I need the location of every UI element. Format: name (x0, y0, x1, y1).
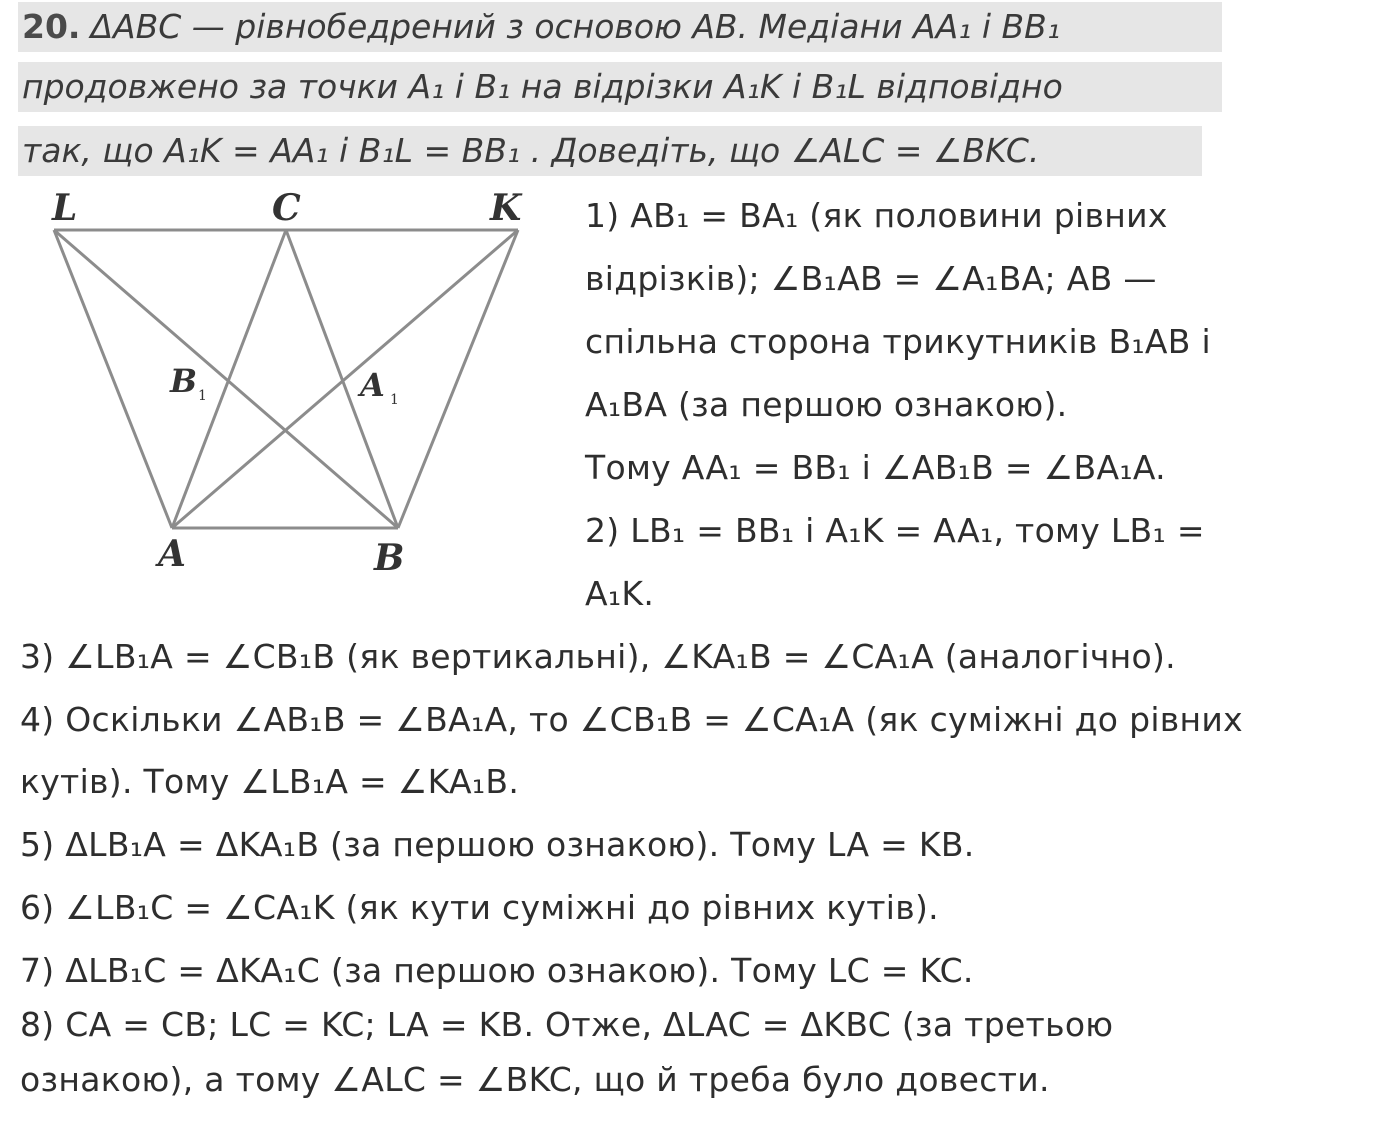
solution-line-11: 5) ΔLB₁A = ΔKA₁B (за першою ознакою). Тому LA = KB. (20, 825, 975, 864)
solution-line-12: 6) ∠LB₁C = ∠CA₁K (як кути суміжні до рівних кутів). (20, 888, 939, 927)
point-label-B: B (374, 537, 405, 579)
solution-line-7: A₁K. (585, 574, 655, 613)
solution-line-6: 2) LB₁ = BB₁ і A₁K = AA₁, тому LB₁ = (585, 511, 1205, 550)
solution-line-3: спільна сторона трикутників B₁AB і (585, 322, 1212, 361)
problem-text-1: ΔABC — рівнобедрений з основою AB. Медіани AA₁ і BB₁ (90, 7, 1061, 46)
problem-number: 20. (22, 7, 81, 46)
solution-line-8: 3) ∠LB₁A = ∠CB₁B (як вертикальні), ∠KA₁B = ∠CA₁A (аналогічно). (20, 637, 1176, 676)
point-label-C: C (272, 187, 301, 229)
problem-text-2: продовжено за точки A₁ і B₁ на відрізки A₁K і B₁L відповідно (22, 67, 1063, 106)
solution-line-15: ознакою), а тому ∠ALC = ∠BKC, що й треба було довести. (20, 1060, 1050, 1099)
solution-line-14: 8) CA = CB; LC = KC; LA = KB. Отже, ΔLAC = ΔKBC (за третьою (20, 1005, 1114, 1044)
problem-line-1 (18, 2, 1222, 52)
solution-line-4: A₁BA (за першою ознакою). (585, 385, 1068, 424)
segment-KB (398, 230, 518, 528)
solution-line-2: відрізків); ∠B₁AB = ∠A₁BA; AB — (585, 259, 1157, 298)
point-label-L: L (52, 187, 78, 229)
point-label-A: A (158, 533, 186, 575)
solution-line-5: Тому AA₁ = BB₁ і ∠AB₁B = ∠BA₁A. (585, 448, 1166, 487)
problem-text-3: так, що A₁K = AA₁ і B₁L = BB₁ . Доведіть, що ∠ALC = ∠BKC. (22, 131, 1040, 170)
solution-line-13: 7) ΔLB₁C = ΔKA₁C (за першою ознакою). Тому LC = KC. (20, 951, 974, 990)
solution-line-9: 4) Оскільки ∠AB₁B = ∠BA₁A, то ∠CB₁B = ∠CA₁A (як суміжні до рівних (20, 700, 1243, 739)
point-label-B1: B (170, 362, 198, 400)
solution-line-1: 1) AB₁ = BA₁ (як половини рівних (585, 196, 1168, 235)
point-label-B1-sub: 1 (198, 388, 207, 404)
point-label-A1-sub: 1 (390, 392, 399, 408)
segment-LA (54, 230, 172, 528)
point-label-A1: A (360, 366, 385, 404)
problem-line-3 (18, 126, 1202, 176)
solution-line-10: кутів). Тому ∠LB₁A = ∠KA₁B. (20, 762, 520, 801)
problem-line-2 (18, 62, 1222, 112)
geometry-figure (40, 180, 540, 590)
point-label-K: K (490, 187, 522, 229)
